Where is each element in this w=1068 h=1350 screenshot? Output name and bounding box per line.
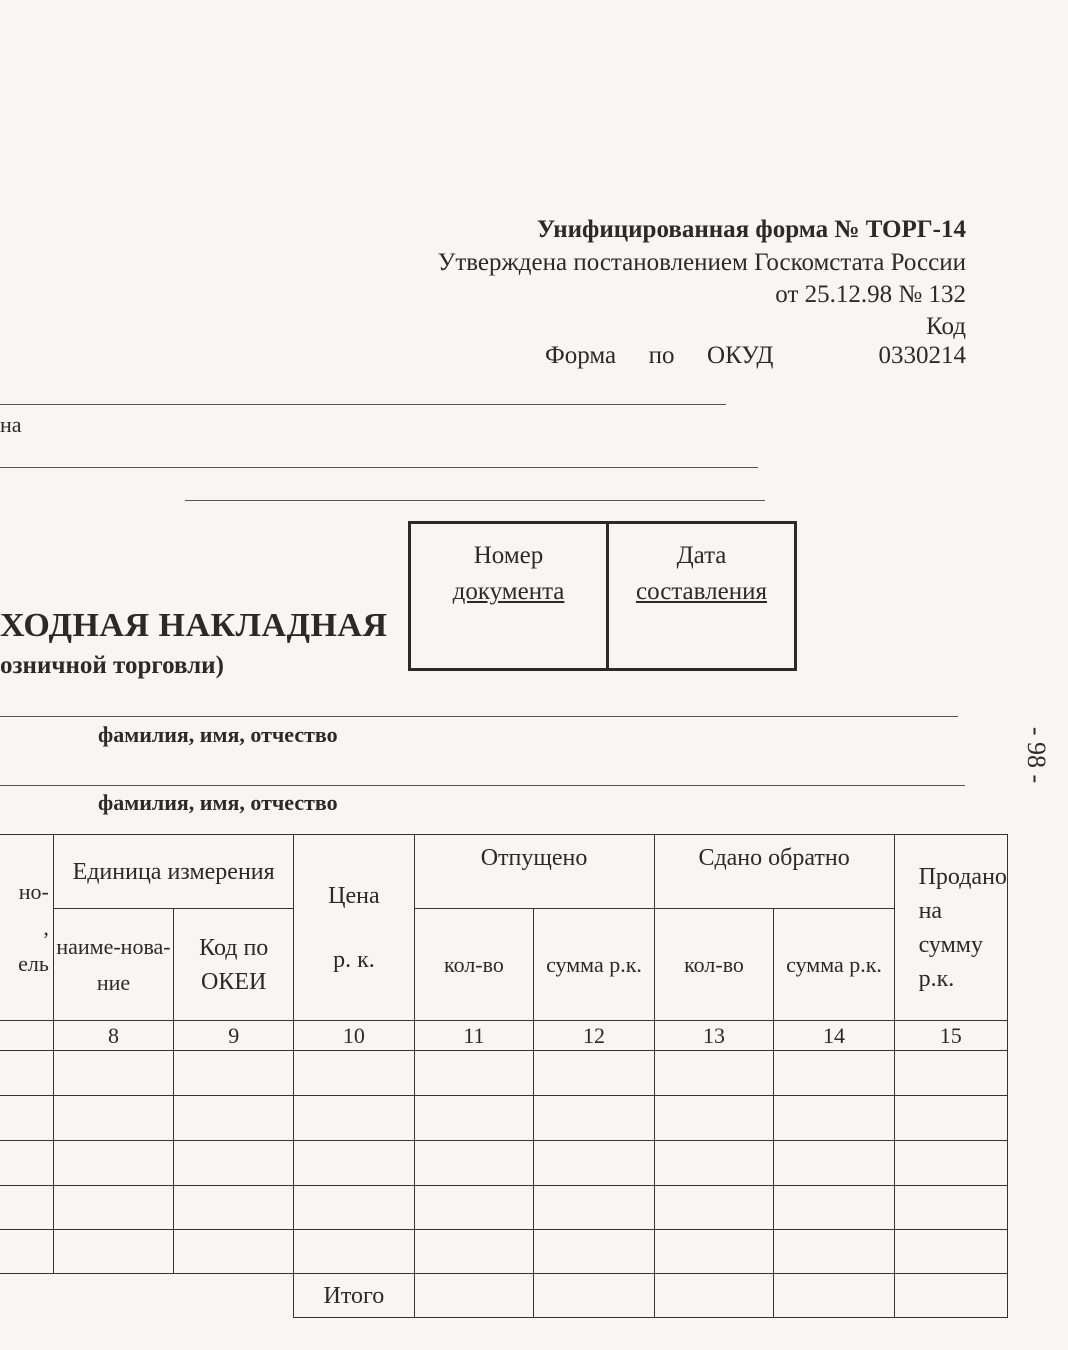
document-subtitle: ознич​ной торговли) (0, 652, 224, 679)
okud-label: ОКУД (707, 342, 774, 369)
column-number-cell: 13 (654, 1021, 774, 1051)
document-date-label-2: составления (636, 578, 767, 605)
divider-line (185, 500, 765, 501)
approval-text: Утверждена постановлением Госкомстата России (437, 249, 966, 276)
table-row (0, 1186, 1008, 1230)
price-unit: р. к. (333, 946, 375, 973)
cut-column-line-1: но- (18, 878, 49, 904)
approval-date: от 25.12.98 № 132 (775, 281, 966, 308)
total-row (0, 1274, 1008, 1318)
document-date-label: Дата (676, 542, 727, 569)
price-label: Цена (328, 882, 380, 909)
released-header: Отпущено (414, 835, 654, 909)
total-sold-sum[interactable] (894, 1274, 1007, 1318)
column-number-cell: 9 (174, 1021, 294, 1051)
returned-sum-header: сумма р.к. (774, 909, 894, 1021)
document-number-cell (411, 524, 609, 668)
column-number-cell: 8 (53, 1021, 173, 1051)
released-qty-header: кол-во (414, 909, 534, 1021)
document-date-cell (609, 524, 794, 668)
unit-code-header: Код по ОКЕИ (174, 909, 294, 1021)
goods-table (0, 834, 1008, 1318)
document-title: ХОДНАЯ НАКЛАДНАЯ (0, 607, 388, 644)
total-returned-qty[interactable] (654, 1274, 774, 1318)
table-row (0, 1051, 1008, 1096)
total-label: Итого (294, 1274, 414, 1318)
form-title: Унифицированная форма № ТОРГ-14 (536, 216, 966, 243)
column-number-cell: 15 (894, 1021, 1007, 1051)
unit-name-header: наиме-нова-ние (53, 909, 173, 1021)
column-number-cell: 10 (294, 1021, 414, 1051)
table-row (0, 1141, 1008, 1186)
price-header (294, 835, 414, 1021)
left-fragment-text: на (0, 412, 22, 437)
unit-group-header: Единица измерения (53, 835, 293, 909)
cut-column-line-2: , (43, 914, 49, 940)
document-number-label: Номер (473, 542, 544, 569)
fio-caption-2: фамилия, имя, отчество (98, 790, 338, 815)
total-released-qty[interactable] (414, 1274, 534, 1318)
code-label: Код (926, 313, 966, 340)
okud-row (545, 342, 966, 370)
column-number-cell (0, 1021, 53, 1051)
sold-header: Продано на сумму р.к. (894, 835, 1007, 1021)
name-line-2 (0, 785, 965, 786)
okud-form-label: Форма (545, 342, 617, 369)
column-number-cell: 12 (534, 1021, 654, 1051)
column-number-cell: 11 (414, 1021, 534, 1051)
okud-code: 0330214 (878, 342, 966, 369)
name-line-1 (0, 716, 958, 717)
divider-line (0, 467, 758, 468)
cut-column-line-3: ель (18, 950, 49, 976)
cut-column-header (0, 835, 53, 1021)
okud-po-label: по (648, 342, 675, 369)
total-released-sum[interactable] (534, 1274, 654, 1318)
returned-header: Сдано обратно (654, 835, 894, 909)
column-number-cell: 14 (774, 1021, 894, 1051)
document-number-label-2: документа (452, 578, 565, 605)
page-number: - 98 - (1022, 726, 1052, 784)
document-number-date-box (408, 521, 797, 671)
returned-qty-header: кол-во (654, 909, 774, 1021)
fio-caption-1: фамилия, имя, отчество (98, 722, 338, 747)
divider-line (0, 404, 726, 405)
table-row (0, 1230, 1008, 1274)
total-returned-sum[interactable] (774, 1274, 894, 1318)
released-sum-header: сумма р.к. (534, 909, 654, 1021)
table-row (0, 1096, 1008, 1141)
